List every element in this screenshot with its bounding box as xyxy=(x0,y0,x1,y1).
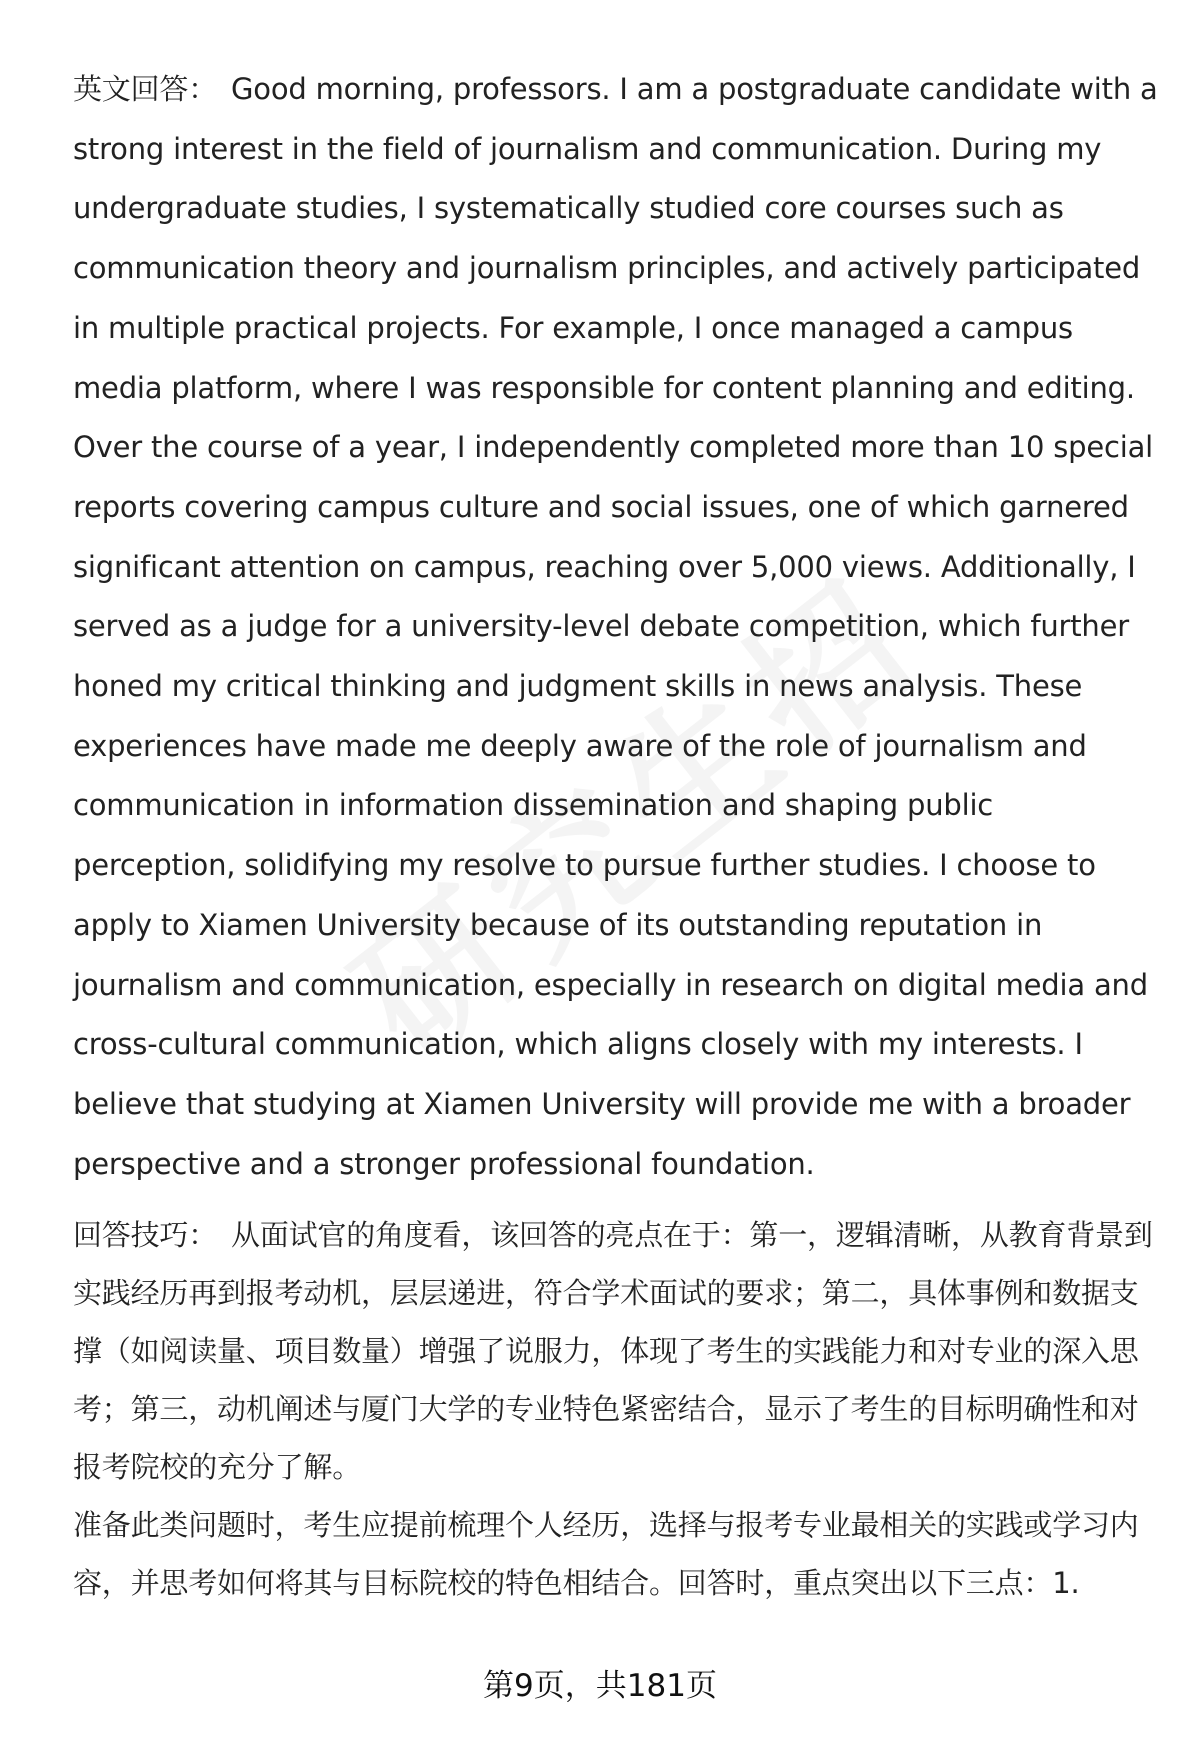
answer-tips-text: 从面试官的角度看，该回答的亮点在于：第一，逻辑清晰，从教育背景到实践经历再到报考动机，层层递进，符合学术面试的要求；第二，具体事例和数据支撑（如阅读量、项目数量）增强了说服力，体现了考生的实践能力和对专业的深入思考；第三，动机阐述与厦门大学的专业特色紧密结合，显示了考生的目标明确性和对报考院校的充分了解。 xyxy=(73,1218,1153,1485)
page-indicator: 第9页，共181页 xyxy=(483,1668,717,1704)
english-answer-label: 英文回答： xyxy=(73,72,218,106)
english-answer-text: Good morning, professors. I am a postgraduate candidate with a strong interest in the field of journalism and communication. During my undergraduate studies, I systematically studied core courses such as communication theory and journalism principles, and actively participated in multiple practical projects. For example, I once managed a campus media platform, where I was responsible for content planning and editing. Over the course of a year, I independently completed more than 10 special reports covering campus culture and social issues, one of which garnered significant attention on campus, reaching over 5,000 views. Additionally, I served as a judge for a university-level debate competition, which further honed my critical thinking and judgment skills in news analysis. These experiences have made me deeply aware of the role of journalism and communication in information dissemination and shaping public perception, solidifying my resolve to pursue further studies. I choose to apply to Xiamen University because of its outstanding reputation in journalism and communication, especially in research on digital media and cross-cultural communication, which aligns closely with my interests. I believe that studying at Xiamen University will provide me with a broader perspective and a stronger professional foundation. xyxy=(73,72,1158,1181)
english-answer-paragraph xyxy=(73,60,1158,1194)
answer-tips-paragraph xyxy=(73,1206,1158,1496)
preparation-advice-paragraph xyxy=(73,1496,1158,1612)
preparation-advice-text: 准备此类问题时，考生应提前梳理个人经历，选择与报考专业最相关的实践或学习内容，并思考如何将其与目标院校的特色相结合。回答时，重点突出以下三点：1. xyxy=(73,1508,1139,1601)
answer-tips-label: 回答技巧： xyxy=(73,1218,218,1253)
page-content xyxy=(73,60,1158,1612)
